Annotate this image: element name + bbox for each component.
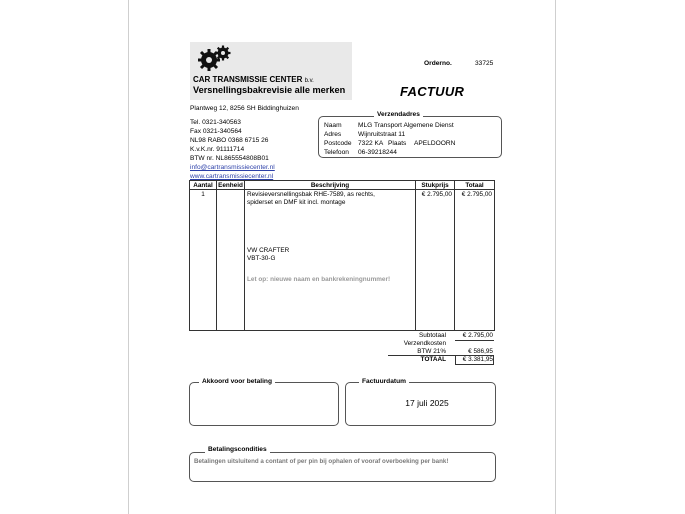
company-btw: BTW nr. NL865554808B01 [190, 155, 269, 162]
shipping-cost-label: Verzendkosten [403, 340, 446, 347]
gears-icon [198, 44, 232, 74]
company-bank: NL98 RABO 0368 6715 26 [190, 137, 269, 144]
company-phone: Tel. 0321-340563 [190, 119, 241, 126]
vehicle-plate: VBT-30-G [247, 255, 276, 262]
company-email-link[interactable]: info@cartransmissiecenter.nl [190, 164, 275, 171]
orderno-value: 33725 [475, 60, 494, 67]
shipping-row-name: Naam MLG Transport Algemene Dienst [324, 122, 454, 129]
col-eenheid: Eenheid [218, 181, 243, 189]
invoice-items-table [189, 180, 495, 331]
company-name: CAR TRANSMISSIE CENTER b.v. [193, 75, 314, 84]
col-aantal: Aantal [190, 181, 217, 190]
invoice-date-value: 17 juli 2025 [405, 398, 449, 408]
table-header-row [190, 181, 495, 190]
subtotal-value: € 2.795,00 [462, 332, 493, 339]
shipping-address-rows [324, 121, 455, 157]
cell-beschrijving [245, 190, 416, 331]
page-left-border [128, 0, 129, 514]
subtotal-label: Subtotaal [418, 332, 446, 339]
shipping-row-postcode: Postcode 7322 KA Plaats APELDOORN [324, 140, 456, 147]
cell-aantal: 1 [190, 190, 217, 331]
company-logo [190, 42, 352, 100]
col-totaal: Totaal [455, 181, 495, 190]
shipping-address-title: Verzendadres [374, 111, 423, 118]
vehicle-model: VW CRAFTER [247, 247, 290, 254]
col-beschrijving: Beschrijving [245, 181, 416, 190]
notice-text: Let op: nieuwe naam en bankrekeningnummer! [247, 276, 391, 283]
company-website-link[interactable]: www.cartransmissiecenter.nl [190, 173, 274, 180]
approval-box [189, 382, 339, 426]
vat-label: BTW 21% [417, 348, 446, 355]
company-address: Plantweg 12, 8256 SH Biddinghuizen [190, 105, 299, 112]
cell-totaal: € 2.795,00 [455, 190, 495, 331]
totals-divider [455, 340, 494, 341]
invoice-title: FACTUUR [400, 84, 465, 99]
cell-stukprijs: € 2.795,00 [416, 190, 455, 331]
total-label: TOTAAL [420, 356, 446, 363]
shipping-row-phone: Telefoon 06-39218244 [324, 149, 397, 156]
page-right-border [555, 0, 556, 514]
total-value: € 3.381,95 [462, 356, 493, 363]
vat-value: € 586,95 [468, 348, 493, 355]
table-row [190, 190, 495, 331]
approval-title: Akkoord voor betaling [199, 378, 275, 385]
description-line-1: Revisieversnellingsbak RHE-7589, as rechts, [247, 191, 375, 198]
cell-eenheid [217, 190, 245, 331]
payment-conditions-box [189, 452, 496, 482]
company-fax: Fax 0321-340564 [190, 128, 242, 135]
col-stukprijs: Stukprijs [416, 181, 455, 190]
company-kvk: K.v.K.nr. 91111714 [190, 146, 245, 153]
shipping-row-address: Adres Wijnruitstraat 11 [324, 131, 406, 138]
payment-conditions-title: Betalingscondities [205, 446, 270, 453]
description-line-2: spiderset en DMF kit incl. montage [247, 199, 346, 206]
orderno-label: Orderno. [424, 60, 452, 67]
payment-conditions-text: Betalingen uitsluitend a contant of per pin bij ophalen of vooraf overboeking per bank! [194, 458, 449, 465]
invoice-date-title: Factuurdatum [359, 378, 409, 385]
company-tagline: Versnellingsbakrevisie alle merken [193, 85, 346, 95]
company-details [190, 104, 299, 181]
